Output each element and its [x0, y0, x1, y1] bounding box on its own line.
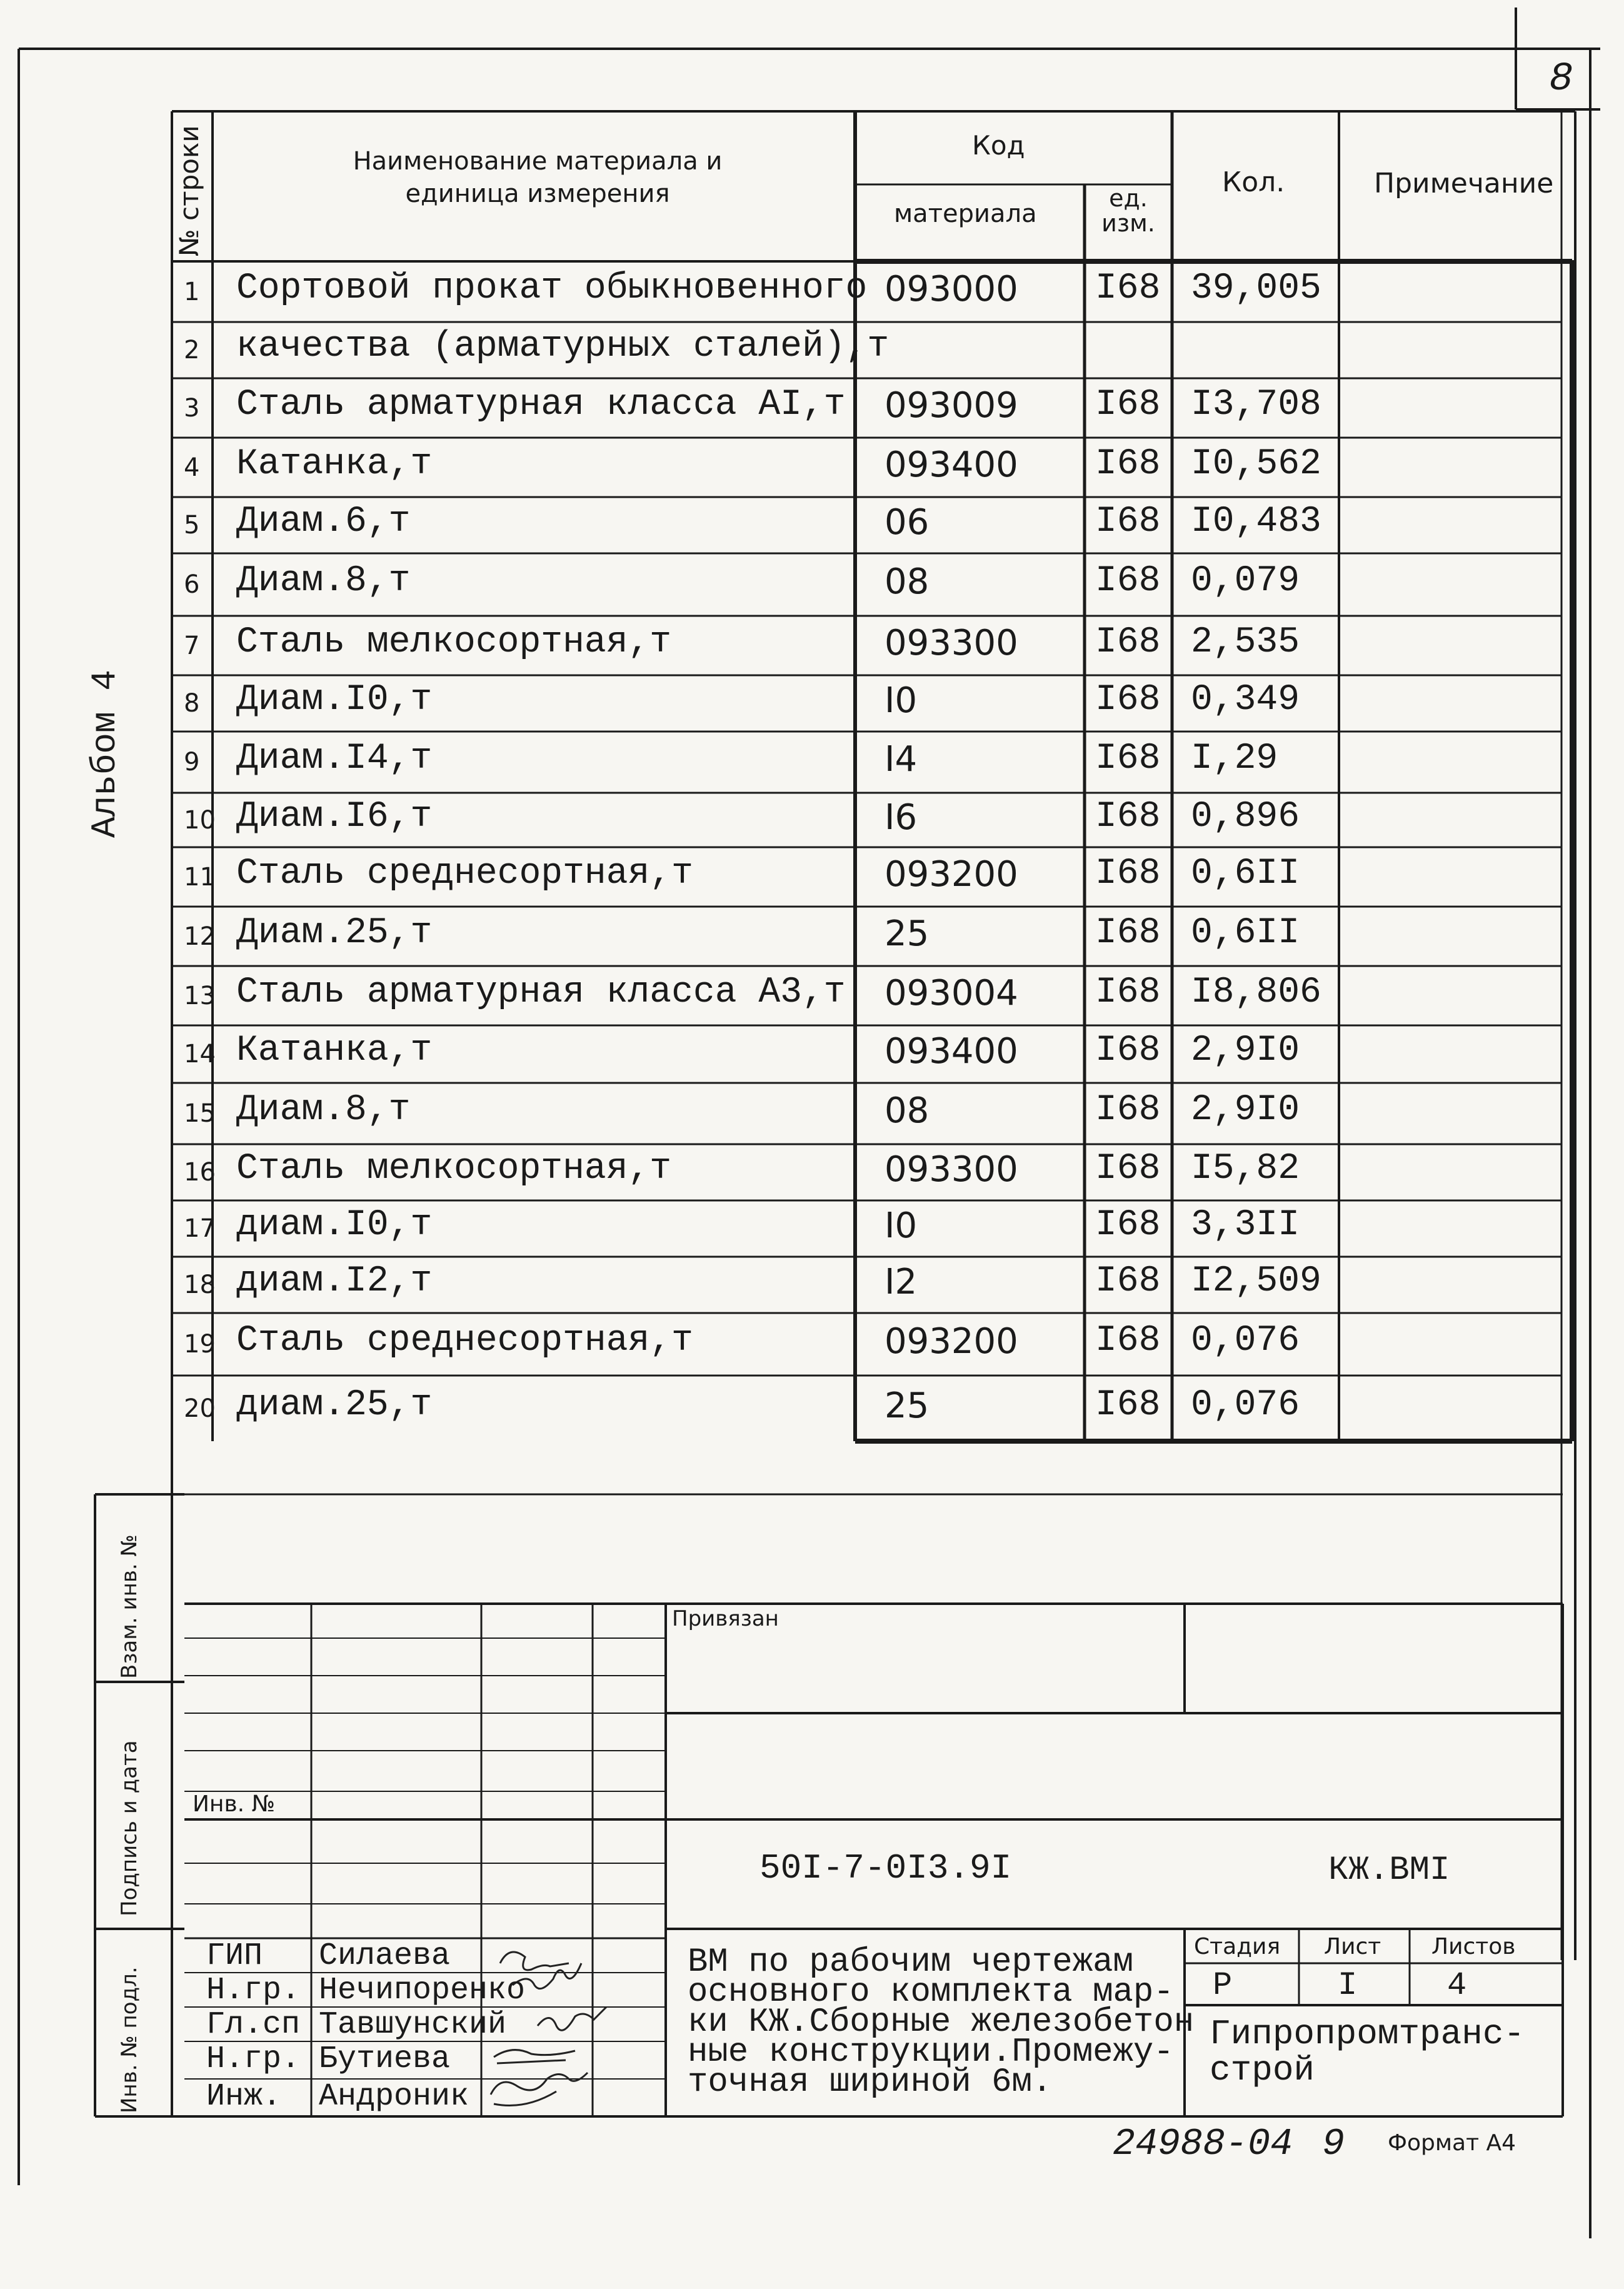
row-number: 12 — [184, 922, 216, 951]
row-number: 6 — [184, 570, 200, 599]
unit-code: I68 — [1095, 1205, 1161, 1245]
material-code: 093000 — [885, 268, 1018, 309]
organization-line: Гипропромтранс- — [1210, 2014, 1525, 2054]
row-number: 19 — [184, 1330, 216, 1359]
material-code: 093200 — [885, 853, 1018, 895]
row-number: 8 — [184, 689, 200, 718]
material-code: 093200 — [885, 1321, 1018, 1362]
material-name: качества (арматурных сталей),т — [236, 326, 890, 367]
unit-code: I68 — [1095, 972, 1161, 1013]
side-label-podpis: Подпись и дата — [117, 1740, 142, 1916]
row-number: 1 — [184, 277, 200, 306]
quantity: 0,6II — [1191, 853, 1300, 894]
material-code: 25 — [885, 913, 930, 954]
description-line: ки КЖ.Сборные железобетон — [688, 2003, 1195, 2041]
material-name: Катанка,т — [236, 1030, 433, 1071]
stage-label: Стадия — [1194, 1934, 1281, 1959]
material-name: Диам.8,т — [236, 561, 411, 601]
material-code: 08 — [885, 1090, 930, 1131]
material-code: I0 — [885, 1205, 918, 1246]
quantity: 2,9I0 — [1191, 1030, 1300, 1071]
inventory-number: 24988-04 — [1113, 2123, 1293, 2166]
sheets-label: Листов — [1431, 1934, 1516, 1959]
row-number: 20 — [184, 1394, 216, 1423]
staff-role: Инж. — [206, 2079, 282, 2115]
quantity: 0,896 — [1191, 796, 1300, 837]
organization-line: строй — [1210, 2050, 1315, 2090]
quantity: 0,076 — [1191, 1321, 1300, 1361]
row-number: 14 — [184, 1040, 216, 1069]
material-name: Диам.I0,т — [236, 680, 433, 720]
row-number: 4 — [184, 453, 200, 482]
row-number: 7 — [184, 631, 200, 660]
material-code: 25 — [885, 1385, 930, 1426]
quantity: 0,349 — [1191, 680, 1300, 720]
doc-code: 50I-7-0I3.9I — [759, 1848, 1012, 1888]
unit-code: I68 — [1095, 501, 1161, 542]
row-number: 10 — [184, 805, 216, 835]
unit-code: I68 — [1095, 738, 1161, 779]
material-code: 093009 — [885, 385, 1018, 426]
unit-code: I68 — [1095, 621, 1161, 663]
side-label-vzam: Взам. инв. № — [117, 1534, 142, 1679]
description-line: ные конструкции.Промежу- — [688, 2033, 1174, 2071]
unit-code: I68 — [1095, 443, 1161, 485]
quantity: I3,708 — [1191, 384, 1321, 425]
header-material: материала — [894, 199, 1037, 228]
material-name: Диам.I4,т — [236, 738, 433, 779]
staff-role: Н.гр. — [206, 1973, 301, 2008]
drawing-mark: КЖ.ВМI — [1328, 1851, 1450, 1889]
format-label: Формат А4 — [1388, 2130, 1516, 2156]
unit-code: I68 — [1095, 268, 1161, 309]
row-number: 11 — [184, 862, 216, 892]
material-name: Диам.8,т — [236, 1090, 411, 1130]
material-code: I0 — [885, 680, 918, 721]
material-code: 093300 — [885, 1149, 1018, 1190]
sheets-value: 4 — [1447, 1967, 1467, 2004]
material-code: 093400 — [885, 444, 1018, 485]
material-name: Диам.25,т — [236, 912, 433, 953]
inv-no-label: Инв. № — [193, 1791, 276, 1817]
row-number: 9 — [184, 748, 200, 777]
sheet-number: 8 — [1549, 57, 1573, 102]
sheet-label: Лист — [1324, 1934, 1381, 1959]
description-line: ВМ по рабочим чертежам — [688, 1943, 1133, 1981]
unit-code: I68 — [1095, 384, 1161, 425]
unit-code: I68 — [1095, 1090, 1161, 1130]
page-number: 9 — [1322, 2123, 1345, 2166]
material-name: Сталь мелкосортная,т — [236, 1149, 672, 1189]
staff-role: ГИП — [206, 1938, 263, 1974]
staff-name: Нечипоренко — [319, 1973, 526, 2008]
row-number: 3 — [184, 393, 200, 423]
material-code: 093004 — [885, 972, 1018, 1014]
material-name: Диам.6,т — [236, 501, 411, 542]
material-name: Сталь мелкосортная,т — [236, 621, 672, 663]
quantity: 39,005 — [1191, 268, 1321, 309]
unit-code: I68 — [1095, 1384, 1161, 1426]
quantity: 2,535 — [1191, 621, 1300, 663]
material-code: 093400 — [885, 1031, 1018, 1072]
unit-code: I68 — [1095, 853, 1161, 894]
header-note: Примечание — [1374, 168, 1554, 199]
staff-role: Н.гр. — [206, 2041, 301, 2077]
unit-code: I68 — [1095, 1261, 1161, 1302]
row-number: 5 — [184, 511, 200, 540]
quantity: I,29 — [1191, 738, 1278, 779]
material-code: 06 — [885, 502, 930, 543]
header-unit: ед. изм. — [1101, 184, 1155, 237]
header-qty: Кол. — [1222, 166, 1285, 198]
quantity: 3,3II — [1191, 1205, 1300, 1245]
quantity: 0,076 — [1191, 1384, 1300, 1426]
unit-code: I68 — [1095, 561, 1161, 601]
unit-code: I68 — [1095, 1030, 1161, 1071]
sheet-value: I — [1338, 1967, 1358, 2004]
material-name: Сортовой прокат обыкновенного — [236, 268, 868, 309]
staff-name: Силаева — [319, 1938, 451, 1974]
quantity: I2,509 — [1191, 1261, 1321, 1302]
unit-code: I68 — [1095, 680, 1161, 720]
description-line: основного комплекта мар- — [688, 1973, 1174, 2011]
quantity: 2,9I0 — [1191, 1090, 1300, 1130]
header-row-no: № строки — [174, 125, 204, 256]
row-number: 18 — [184, 1270, 216, 1299]
material-name: Диам.I6,т — [236, 796, 433, 837]
material-name: диам.I2,т — [236, 1261, 433, 1302]
stage-value: Р — [1213, 1967, 1233, 2004]
row-number: 2 — [184, 336, 200, 365]
material-name: Сталь среднесортная,т — [236, 1321, 693, 1361]
staff-name: Бутиева — [319, 2041, 451, 2077]
material-name: Сталь среднесортная,т — [236, 853, 693, 894]
material-code: 093300 — [885, 622, 1018, 663]
description-line: точная шириной 6м. — [688, 2063, 1053, 2101]
unit-code: I68 — [1095, 1149, 1161, 1189]
quantity: 0,6II — [1191, 912, 1300, 953]
material-code: I2 — [885, 1262, 918, 1302]
quantity: I0,562 — [1191, 443, 1321, 485]
material-code: 08 — [885, 561, 930, 602]
material-name: диам.25,т — [236, 1384, 433, 1426]
quantity: I5,82 — [1191, 1149, 1300, 1189]
quantity: I8,806 — [1191, 972, 1321, 1013]
material-name: Сталь арматурная класса А3,т — [236, 972, 846, 1013]
header-name: Наименование материала и единица измерения — [353, 147, 723, 208]
material-name: Сталь арматурная класса AI,т — [236, 384, 846, 425]
row-number: 13 — [184, 981, 216, 1010]
material-name: Катанка,т — [236, 443, 433, 485]
material-code: I4 — [885, 739, 918, 780]
quantity: 0,079 — [1191, 561, 1300, 601]
privyazan-label: Привязан — [672, 1606, 779, 1631]
unit-code: I68 — [1095, 796, 1161, 837]
header-code: Код — [972, 130, 1025, 161]
staff-name: Тавшунский — [319, 2007, 507, 2043]
unit-code: I68 — [1095, 1321, 1161, 1361]
row-number: 15 — [184, 1099, 216, 1128]
material-code: I6 — [885, 797, 918, 838]
side-label-inv-podl: Инв. № подл. — [117, 1966, 142, 2113]
row-number: 16 — [184, 1158, 216, 1187]
material-name: диам.I0,т — [236, 1205, 433, 1245]
album-label: Альбом 4 — [85, 670, 125, 838]
quantity: I0,483 — [1191, 501, 1321, 542]
row-number: 17 — [184, 1214, 216, 1243]
staff-role: Гл.сп — [206, 2007, 301, 2043]
staff-name: Андроник — [319, 2079, 469, 2115]
unit-code: I68 — [1095, 912, 1161, 953]
